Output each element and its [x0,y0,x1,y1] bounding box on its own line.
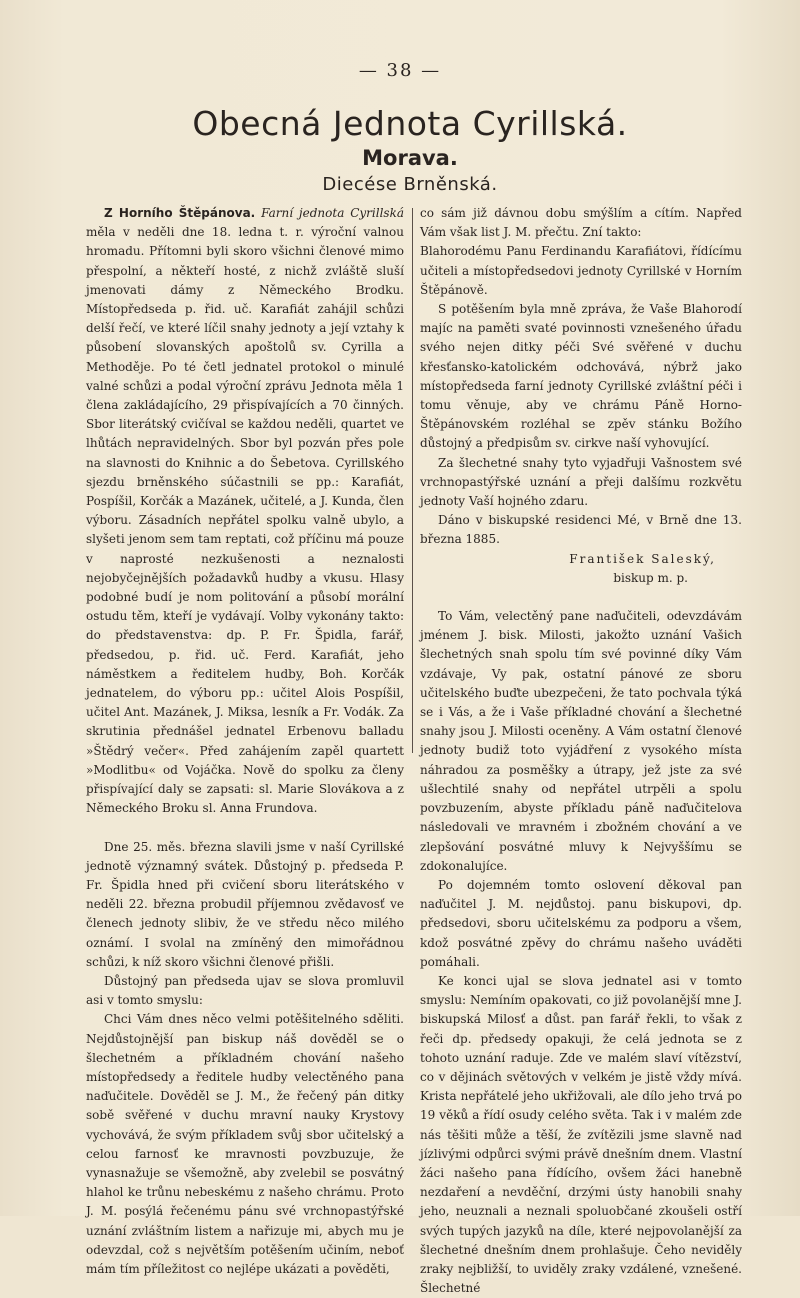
letter-address: Blahorodému Panu Ferdinandu Karafiátovi, řídícímu učiteli a místopředsedovi jednoty Cyrillské v Horním Štěpánově. [420,244,742,297]
page-number: — 38 — [358,60,442,81]
report-paragraph [86,204,404,819]
column-divider [412,208,413,753]
left-column [86,204,404,1279]
society-name: Farní jednota Cyrillská [261,206,404,220]
letter-paragraph: Za šlechetné snahy tyto vyjadřuji Vašnostem své vrchnopastýřské uznání a přeji dalšímu rozkvětu jednoty Vaší hojného zdaru. [420,455,742,509]
right-column [420,204,742,1298]
page-title: Obecná Jednota Cyrillská. [192,104,628,143]
region-heading: Morava. [362,146,458,170]
signature-name: František Saleský, [569,551,716,566]
paragraph: Chci Vám dnes něco velmi potěšitelného sděliti. Nejdůstojnější pan biskup náš dověděl se o šlechetném a příkladném chování našeho místopředsedy a ředitele hudby velectěného pana naďučitele. Dověděl se J. M., že řečený pán ditky sobě svěřené v duchu mravní nauky Krystovy vychovává, že svým příkladem svůj sbor učitelský a celou farnosť ke mravnosti povzbuzuje, že vynasnažuje se všemožně, aby zvelebil se posvátný hlahol ke trůnu nebeskému z našeho chrámu. Proto J. M. posýlá řečenému pánu své vrchnopastýřské uznání zvláštním listem a nařizuje mi, abych mu je odevzdal, což s největším potěšením učiním, neboť mám tím příležitost co nejlépe ukázati a pověděti, [86,1012,404,1276]
paragraph: Po dojemném tomto oslovení děkoval pan naďučitel J. M. nejdůstoj. panu biskupovi, dp. předsedovi, sboru učitelskému za podporu a všem, kdož posvátné zpěvy do chrámu našeho uváděti pomáhali. [420,877,742,969]
letter-paragraph: S potěšením byla mně zpráva, že Vaše Blahorodí majíc na paměti svaté povinnosti vznešeného úřadu svého nejen ditky péči Své svěřené v duchu křesťansko-katolickém odchovává, nýbrž jako místopředseda farní jednoty Cyrillské zvláštní péči i tomu věnuje, aby ve chrámu Páně Horno-Štěpánovském rozléhal se zpěv stánku Božího důstojný a předpisům sv. cirkve naší vyhovující. [420,302,742,451]
letter-dateline: Dáno v biskupské residenci Mé, v Brně dne 13. března 1885. [420,513,742,547]
paragraph: Ke konci ujal se slova jednatel asi v tomto smyslu: Nemíním opakovati, co již povolanější mne J. biskupská Milosť a důst. pan farář řekli, to však z řeči dp. předsedy opakuji, že celá jednota se z tohoto uznání raduje. Zde ve malém slaví vítězství, co v dějinách světových v velkém je jistě vždy mívá. Krista nepřátelé jeho ukřižovali, ale dílo jeho trvá po 19 věků a řídí osudy celého světa. Tak i v malém zde nás těšiti může a těší, že zvítězili jsme slavně nad jízlivými odpůrci svými právě dnešním dnem. Vlastní žáci našeho pana řídícího, ovšem žáci hanebně nezdaření a nevděční, drzými ústy hanobili snahy jeho, neuznali a neznali spoluobčané zkoušeli ostří svých tupých jazyků na díle, které nejpovolanější za šlechetné dnešním dnem prohlašuje. Čeho neviděly zraky nejbližší, to uviděly zraky vzdálené, vznešené. Šlechetné [420,973,742,1296]
paragraph: co sám již dávnou dobu smýšlím a cítím. Napřed Vám však list J. M. přečtu. Zní takto: [420,206,742,240]
report-text: měla v neděli dne 18. ledna t. r. výroční valnou hromadu. Přítomni byli skoro všichni členové mimo přespolní, a někteří hosté, z nichž zvláště sluší jmenovati dámy z Německého Brodku. Místopředseda p. řid. uč. Karafiát zahájil schůzi delší řečí, ve které líčil snahy jednoty a její vztahy k působení slovanských apoštolů sv. Cyrilla a Methoděje. Po té četl jednatel protokol o minulé valné schůzi a podal výroční zprávu Jednota měla 1 člena zakládajícího, 29 přispívajících a 70 činných. Sbor literátský cvičíval se každou neděli, quartet ve lhůtách nepravidelných. Sbor byl pozván přes pole na slavnosti do Knihnic a do Šebetova. Cyrillského sjezdu brněnského súčastnili se pp.: Karafiát, Pospíšil, Korčák a Mazánek, učitelé, a J. Kunda, člen výboru. Zásadních nepřátel spolku valně ubylo, a slyšeti jenom sem tam reptati, což příčinu má pouze v naprosté nezkušenosti a neznalosti nejobyčejnějších požadavků hudby a vkusu. Hlasy podobné budí je nom politování a působí morální ostudu těm, kteří je vydávají. Volby vykonány takto: do představenstva: dp. P. Fr. Špidla, farář, předsedou, p. řid. uč. Ferd. Karafiát, jeho náměstkem a ředitelem hudby, Boh. Korčák jednatelem, do výboru pp.: učitel Alois Pospíšil, učitel Ant. Mazánek, J. Miksa, lesník a Fr. Vodák. Za skrutinia přednášel jednatel Erbenovu balladu »Štědrý večer«. Před zahájením zapěl quartett »Modlitbu« od Vojáčka. Nově do spolku za členy přispívající daly se zapsati: sl. Marie Slovákova a z Německého Broku sl. Anna Frundova. [86,225,404,816]
signature-title: biskup m. p. [613,570,688,585]
paragraph: To Vám, velectěný pane naďučiteli, odevzdávám jménem J. bisk. Milosti, jakožto uznání Vašich šlechetných snah spolu tím své povinné díky Vám vzdávaje, Vy pak, ostatní pánové ze sboru učitelského buďte ubezpečeni, že tato pochvala týká se i Vás, a že i Vaše příkladné chování a šlechetné snahy jsou J. Milosti oceněny. A Vám ostatní členové jednoty budiž toto vyjádření z vysokého místa náhradou za posměšky a útrapy, jež jste za své ušlechtilé snahy od nepřátel utrpěli a spolu povzbuzením, abyste příkladu páně naďučitelova následovali ve mravném i zbožném chování a ve zlepšování posvátné mluvy k Nejvyššímu se zdokonalujíce. [420,609,742,873]
paragraph: Důstojný pan předseda ujav se slova promluvil asi v tomto smyslu: [86,973,404,1008]
place-heading: Z Horního Štěpánova. [104,206,256,220]
diocese-heading: Diecése Brněnská. [322,174,498,195]
paragraph: Dne 25. měs. března slavili jsme v naší Cyrillské jednotě významný svátek. Důstojný p. předseda P. Fr. Špidla hned při cvičení sboru literátského v neděli 22. března probudil příjemnou zvědavosť ve členech jednoty slibiv, že ve středu něco milého oznámí. I svolal na zmíněný den mimořádnou schůzi, k níž skoro všichni členové přišli. [86,839,404,969]
